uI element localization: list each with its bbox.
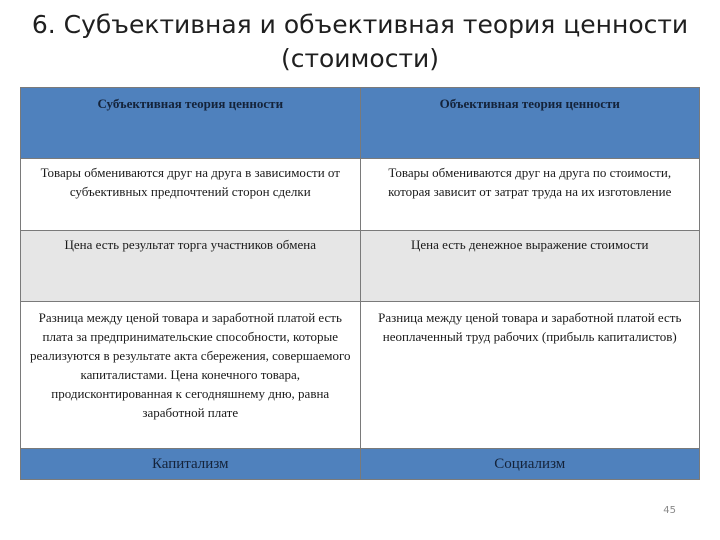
table-row-exchange: [21, 159, 700, 231]
footer-capitalism: Капитализм: [21, 449, 361, 480]
cell-objective-margin: Разница между ценой товара и заработной платой есть неоплаченный труд рабочих (прибыль капиталистов): [360, 302, 700, 449]
header-objective-theory: Объективная теория ценности: [360, 88, 700, 159]
page-number: 45: [663, 505, 676, 516]
cell-subjective-price: Цена есть результат торга участников обмена: [21, 231, 361, 302]
header-subjective-theory: Субъективная теория ценности: [21, 88, 361, 159]
slide-title-line-2: (стоимости): [280, 44, 440, 73]
table-footer-row: [21, 449, 700, 480]
cell-objective-price: Цена есть денежное выражение стоимости: [360, 231, 700, 302]
cell-objective-exchange: Товары обмениваются друг на друга по стоимости, которая зависит от затрат труда на их изготовление: [360, 159, 700, 231]
slide-title-line-1: 6. Субъективная и объективная теория ценности: [31, 10, 689, 39]
table-header-row: [21, 88, 700, 159]
cell-subjective-margin: Разница между ценой товара и заработной платой есть плата за предпринимательские способности, которые реализуются в результате акта сбережения, совершаемого капиталистами. Цена конечного товара, продисконтированная к сегодняшнему дню, равна заработной плате: [21, 302, 361, 449]
slide-title: [20, 8, 700, 76]
comparison-table: [20, 87, 700, 480]
table-row-margin: [21, 302, 700, 449]
cell-subjective-exchange: Товары обмениваются друг на друга в зависимости от субъективных предпочтений сторон сделки: [21, 159, 361, 231]
table-row-price: [21, 231, 700, 302]
footer-socialism: Социализм: [360, 449, 700, 480]
